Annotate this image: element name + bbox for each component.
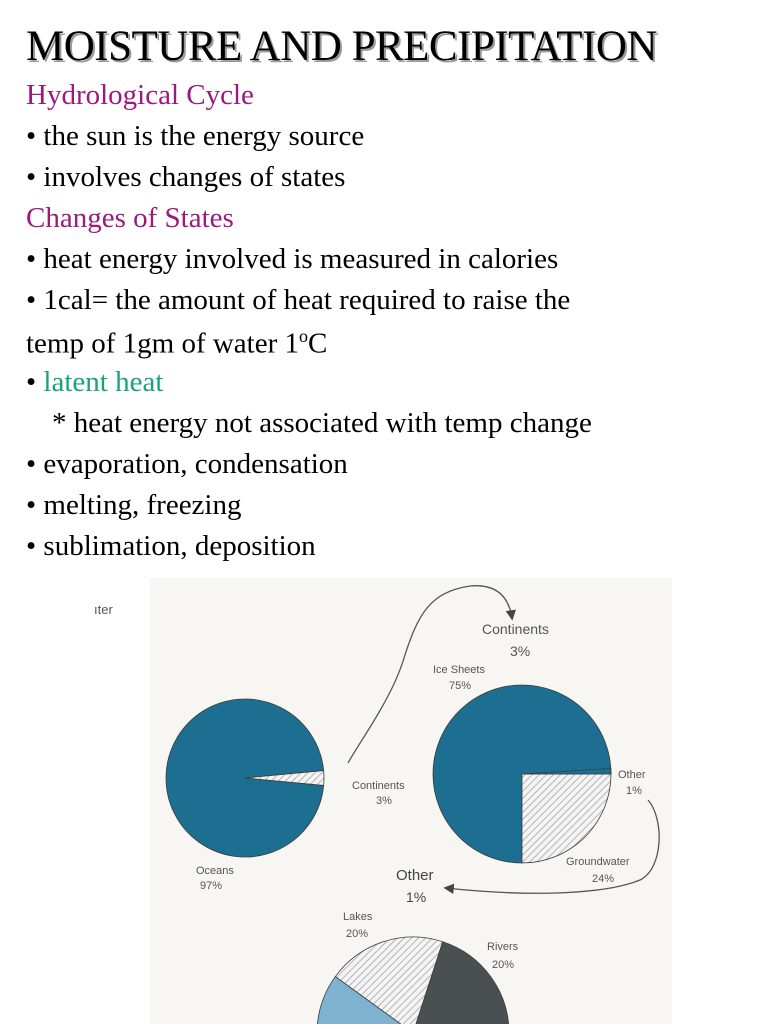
label-oceans: Oceans [196, 865, 234, 877]
label-groundwater: Groundwater [566, 856, 630, 868]
value-ice-sheets: 75% [449, 680, 472, 692]
value-oceans: 97% [200, 880, 223, 892]
latent-heat-term: latent heat [43, 366, 164, 398]
calorie-text: temp of 1gm of water 1 [26, 327, 300, 360]
value-other-small: 1% [626, 785, 642, 797]
degree-superscript: o [299, 326, 309, 346]
bullet-changes-of-states: • involves changes of states [26, 161, 346, 193]
bullet-evaporation: • evaporation, condensation [26, 448, 348, 480]
bullet-calorie-definition: • 1cal= the amount of heat required to raise the [26, 284, 571, 316]
bullet-calorie-definition-continued [26, 327, 327, 359]
slide-title: MOISTURE AND PRECIPITATION [26, 23, 657, 70]
sub-bullet-latent-heat: * heat energy not associated with temp change [52, 407, 592, 439]
bullet-sublimation: • sublimation, deposition [26, 530, 316, 562]
bullet-melting: • melting, freezing [26, 489, 242, 521]
corner-text: ıter [94, 602, 113, 617]
value-rivers: 20% [492, 959, 515, 971]
bullet-energy-source: • the sun is the energy source [26, 120, 365, 152]
value-groundwater: 24% [592, 873, 615, 885]
label-ice-sheets: Ice Sheets [433, 664, 485, 676]
label-other-small: Other [618, 769, 646, 781]
label-lakes: Lakes [343, 911, 373, 923]
value-continents-small: 3% [376, 795, 392, 807]
title-other-value: 1% [406, 889, 427, 905]
label-rivers: Rivers [487, 941, 519, 953]
title-continents: Continents [482, 621, 549, 637]
value-lakes: 20% [346, 928, 369, 940]
title-continents-value: 3% [510, 643, 531, 659]
celsius-unit: C [308, 327, 328, 360]
heading-hydrological-cycle: Hydrological Cycle [26, 79, 254, 111]
water-distribution-figure [0, 578, 768, 1024]
label-continents-small: Continents [352, 780, 405, 792]
bullet-calories: • heat energy involved is measured in calories [26, 243, 559, 275]
bullet-marker: • [26, 366, 44, 398]
bullet-latent-heat [26, 368, 163, 397]
heading-changes-of-states: Changes of States [26, 202, 234, 234]
water-distribution-charts [0, 578, 768, 1024]
title-other: Other [396, 867, 434, 884]
